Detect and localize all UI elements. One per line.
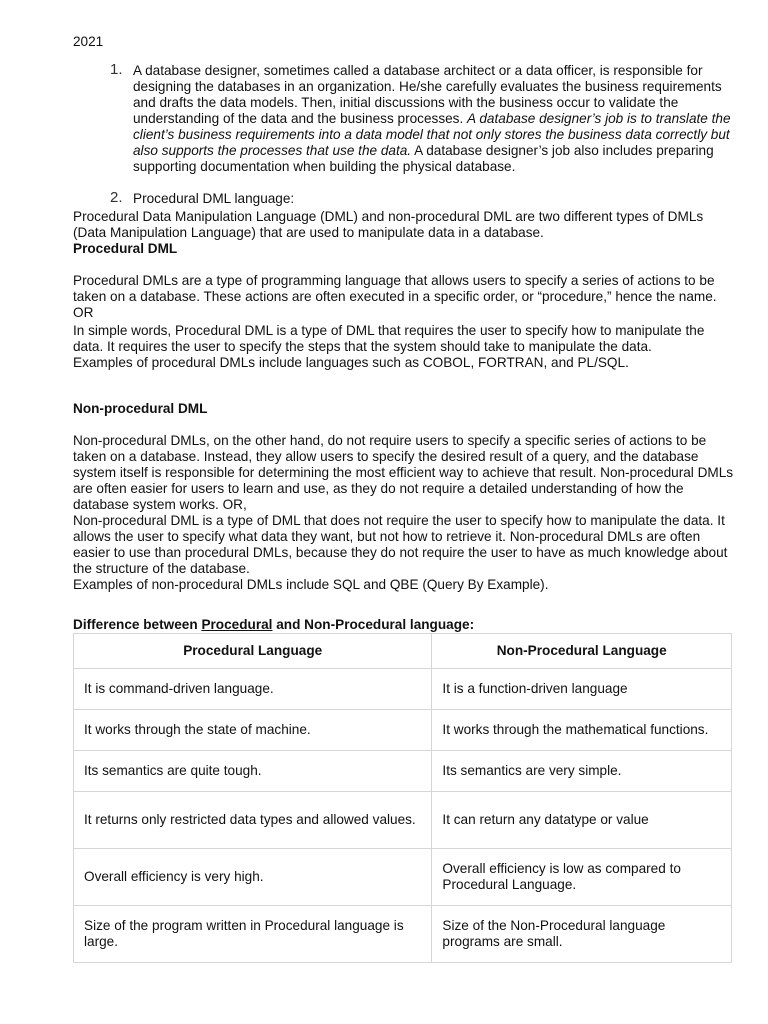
year-header: 2021 xyxy=(73,34,104,49)
nonprocedural-paragraph-1: Non-procedural DMLs, on the other hand, do not require users to specify a specific series of actions to be taken on a database. Instead, they allow users to specify the desired result of a query, and the database system itself is responsible for determining the most efficient way to achieve that result. Non-procedural DMLs are often easier for users to learn and use, as they do not require a detailed understanding of how the database system works. OR, xyxy=(73,433,734,512)
comparison-table xyxy=(73,633,732,963)
table-row xyxy=(74,849,732,906)
designer-text-a: A database designer, sometimes called a database architect or a data officer, is responsible for designing the databases in an organization. He/she carefully evaluates the business requirements and drafts the data models. Then, initial discussions with the business occur to validate the understanding of the data and the business processes. xyxy=(133,63,722,126)
list-item-2 xyxy=(73,191,735,207)
intro-paragraph: Procedural Data Manipulation Language (DML) and non-procedural DML are two different types of DMLs (Data Manipulation Language) that are used to manipulate data in a database. xyxy=(73,209,704,240)
designer-text-b: A database designer’s job also includes preparing supporting documentation when building the physical database. xyxy=(133,143,714,174)
nonprocedural-cell: Overall efficiency is low as compared to Procedural Language. xyxy=(432,849,732,906)
nonprocedural-paragraph-2: Non-procedural DML is a type of DML that does not require the user to specify how to manipulate the data. It allows the user to specify what data they want, but not how to retrieve it. Non-procedural DMLs are often easier to use than procedural DMLs, because they do not require the user to have as much knowledge about the structure of the database. xyxy=(73,513,728,576)
procedural-paragraph-1: Procedural DMLs are a type of programming language that allows users to specify a series of actions to be taken on a database. These actions are often executed in a specific order, or “procedure,” hence the name. OR xyxy=(73,273,717,320)
header-procedural: Procedural Language xyxy=(74,634,432,669)
nonprocedural-cell: It works through the mathematical functions. xyxy=(432,710,732,751)
designer-text-italic: A database designer’s job is to translate the client’s business requirements into a data model that not only stores the business data correctly but also supports the processes that use the data. xyxy=(133,111,731,158)
procedural-paragraph-3: Examples of procedural DMLs include languages such as COBOL, FORTRAN, and PL/SQL. xyxy=(73,355,629,370)
procedural-heading: Procedural DML xyxy=(73,241,178,256)
nonprocedural-heading: Non-procedural DML xyxy=(73,401,208,416)
list-item-1 xyxy=(73,63,735,175)
designer-paragraph xyxy=(133,63,735,175)
table-row xyxy=(74,751,732,792)
list-number: 2. xyxy=(110,189,123,206)
list-item-2-text: Procedural DML language: xyxy=(133,191,295,206)
table-row xyxy=(74,906,732,963)
procedural-cell: Its semantics are quite tough. xyxy=(74,751,432,792)
nonprocedural-cell: Size of the Non-Procedural language programs are small. xyxy=(432,906,732,963)
procedural-paragraph-2: In simple words, Procedural DML is a type of DML that requires the user to specify how to manipulate the data. It requires the user to specify the steps that the system should take to manipulate the data. xyxy=(73,323,705,354)
nonprocedural-cell: Its semantics are very simple. xyxy=(432,751,732,792)
list-number: 1. xyxy=(110,61,123,78)
procedural-cell: Overall efficiency is very high. xyxy=(74,849,432,906)
procedural-cell: It returns only restricted data types and allowed values. xyxy=(74,792,432,849)
procedural-cell: It is command-driven language. xyxy=(74,669,432,710)
header-nonprocedural: Non-Procedural Language xyxy=(432,634,732,669)
table-header-row xyxy=(74,634,732,669)
procedural-cell: Size of the program written in Procedural language is large. xyxy=(74,906,432,963)
nonprocedural-cell: It is a function-driven language xyxy=(432,669,732,710)
difference-title-b: and Non-Procedural language: xyxy=(272,617,475,632)
nonprocedural-cell: It can return any datatype or value xyxy=(432,792,732,849)
table-row xyxy=(74,792,732,849)
nonprocedural-paragraph-3: Examples of non-procedural DMLs include SQL and QBE (Query By Example). xyxy=(73,577,549,592)
difference-title xyxy=(73,617,735,633)
procedural-cell: It works through the state of machine. xyxy=(74,710,432,751)
difference-title-a: Difference between xyxy=(73,617,202,632)
document-page xyxy=(73,34,735,963)
table-row xyxy=(74,669,732,710)
table-row xyxy=(74,710,732,751)
difference-title-underlined: Procedural xyxy=(201,617,273,632)
